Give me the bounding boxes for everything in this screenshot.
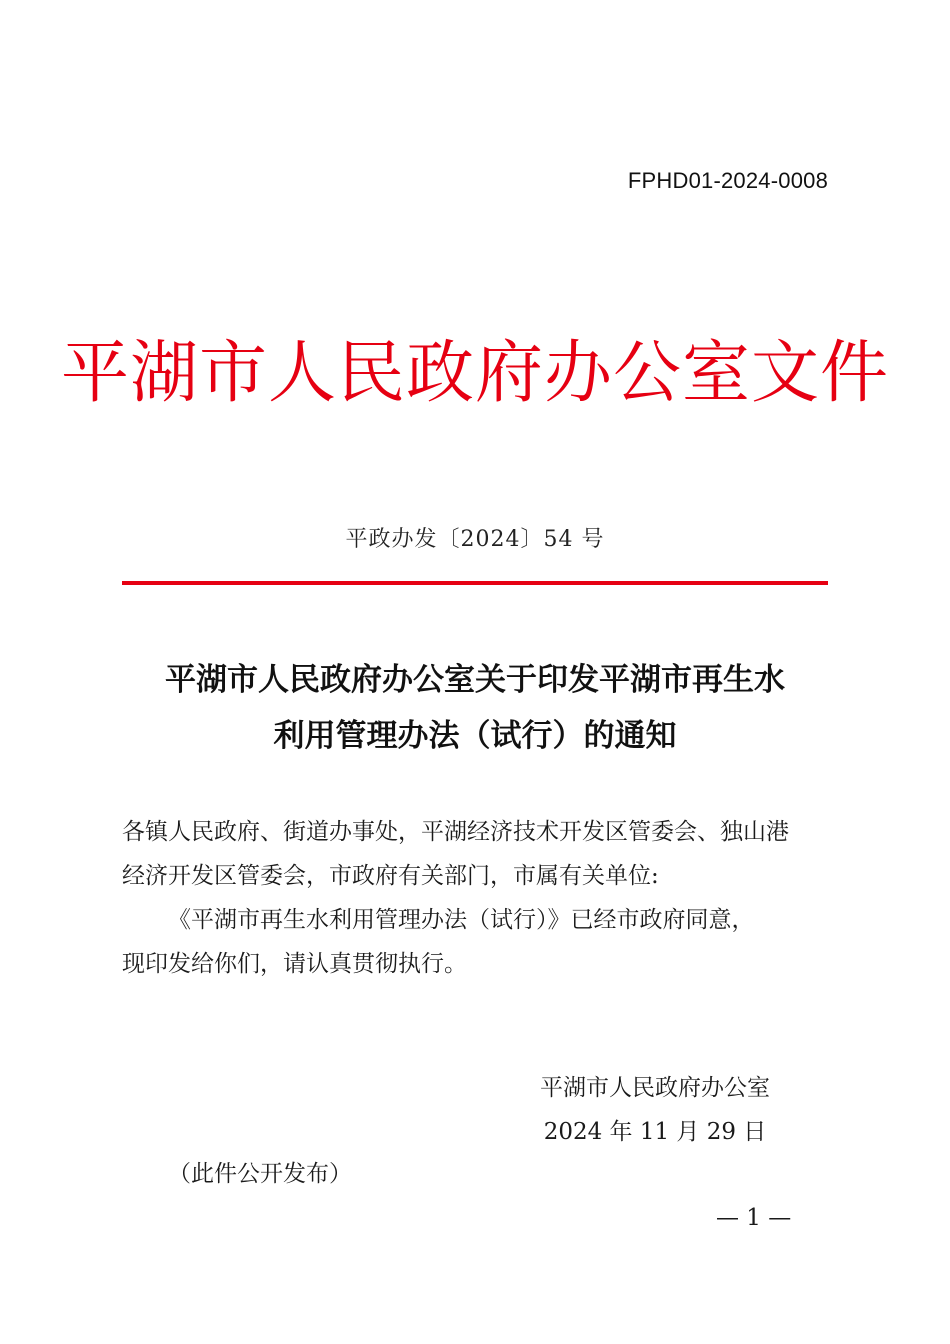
- recipients-line-2: 经济开发区管委会，市政府有关部门，市属有关单位:: [122, 863, 659, 889]
- red-divider: [122, 581, 828, 585]
- document-title: [0, 652, 950, 764]
- masthead-title: 平湖市人民政府办公室文件: [60, 334, 889, 413]
- title-line-1: 平湖市人民政府办公室关于印发平湖市再生水: [165, 662, 785, 698]
- issue-date: 2024 年 11 月 29 日: [543, 1119, 767, 1145]
- title-line-2: 利用管理办法（试行）的通知: [273, 718, 677, 754]
- recipients-line-1: 各镇人民政府、街道办事处，平湖经济技术开发区管委会、独山港: [122, 819, 789, 845]
- file-number: 平政办发〔2024〕54 号: [345, 527, 605, 552]
- signatory: 平湖市人民政府办公室: [540, 1075, 770, 1101]
- body-line-1: 《平湖市再生水利用管理办法（试行）》已经市政府同意，: [168, 907, 755, 933]
- page-number: — 1 —: [716, 1205, 792, 1231]
- document-body: [122, 810, 830, 986]
- public-release-note: （此件公开发布）: [168, 1161, 352, 1187]
- signature-block: [500, 1066, 810, 1154]
- body-line-2: 现印发给你们，请认真贯彻执行。: [122, 951, 467, 977]
- document-code: FPHD01-2024-0008: [627, 168, 828, 193]
